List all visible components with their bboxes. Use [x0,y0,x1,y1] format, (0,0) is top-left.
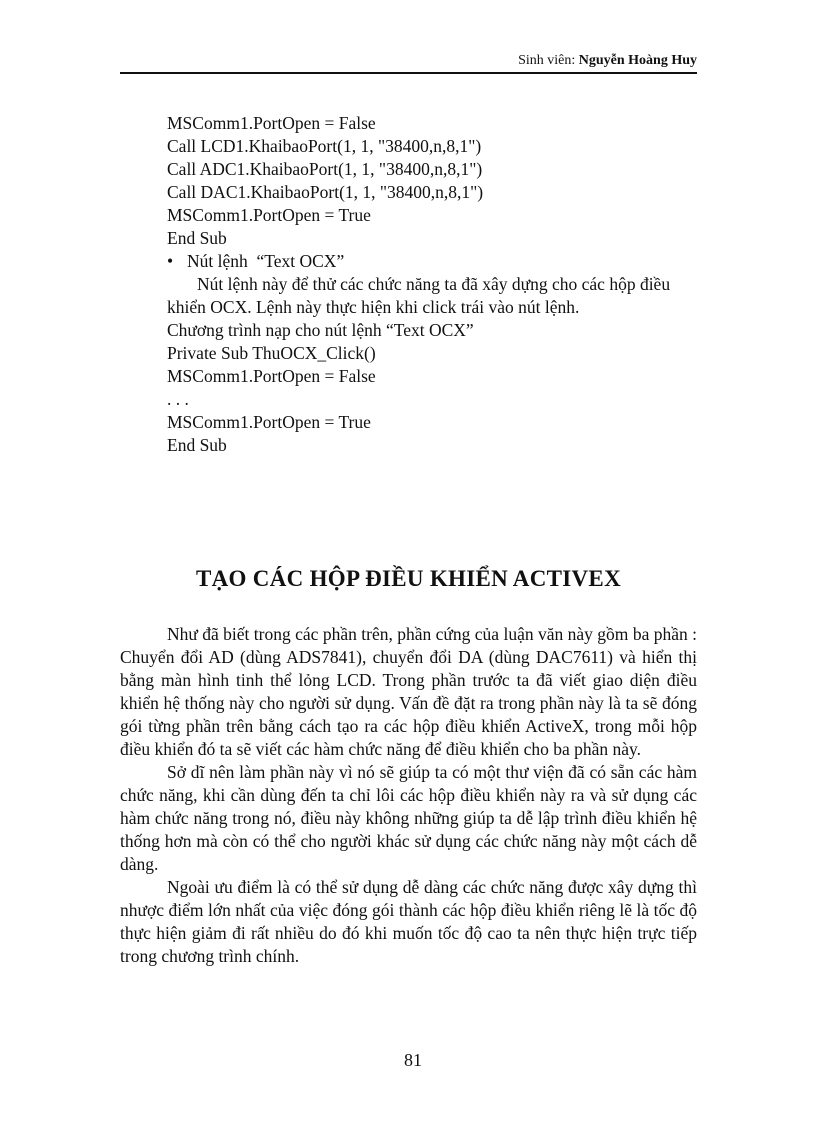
bullet-description: Nút lệnh này để thử các chức năng ta đã xây dựng cho các hộp điều khiển OCX. Lệnh này thực hiện khi click trái vào nút lệnh. [167,274,671,317]
code-line: End Sub [167,228,227,248]
paragraph: Ngoài ưu điểm là có thể sử dụng dễ dàng các chức năng được xây dựng thì nhược điểm lớn nhất của việc đóng gói thành các hộp điều khiển riêng lẽ là tốc độ thực hiện giảm đi rất nhiều do đó khi muốn tốc độ cao ta nên thực hiện trực tiếp trong chương trình chính. [120,877,697,966]
code-line: MSComm1.PortOpen = False [167,113,376,133]
code-line: Call DAC1.KhaibaoPort(1, 1, "38400,n,8,1") [167,182,484,202]
code-line: Private Sub ThuOCX_Click() [167,343,376,363]
code-line: MSComm1.PortOpen = False [167,366,376,386]
page-header [120,52,697,70]
code-line: MSComm1.PortOpen = True [167,205,371,225]
code-line: MSComm1.PortOpen = True [167,412,371,432]
paragraph: Như đã biết trong các phần trên, phần cứng của luận văn này gồm ba phần : Chuyển đổi AD (dùng ADS7841), chuyển đổi DA (dùng DAC7611) và hiển thị bằng màn hình tinh thể lỏng LCD. Trong phần trước ta đã viết giao diện điều khiển hệ thống này cho người sử dụng. Vấn đề đặt ra trong phần này là ta sẽ đóng gói từng phần trên bằng cách tạo ra các hộp điều khiển ActiveX, trong mỗi hộp điều khiển đó ta sẽ viết các hàm chức năng để điều khiển cho ba phần này. [120,624,697,759]
code-line: Chương trình nạp cho nút lệnh “Text OCX” [167,320,474,340]
header-label: Sinh viên: [518,53,576,68]
code-section [167,112,707,457]
code-line: Call ADC1.KhaibaoPort(1, 1, "38400,n,8,1") [167,159,483,179]
code-line: Call LCD1.KhaibaoPort(1, 1, "38400,n,8,1") [167,136,482,156]
header-divider [120,72,697,74]
code-line: . . . [167,389,189,409]
body-text [120,623,697,968]
paragraph: Sở dĩ nên làm phần này vì nó sẽ giúp ta có một thư viện đã có sẵn các hàm chức năng, khi cần dùng đến ta chỉ lôi các hộp điều khiển này ra và sử dụng các hàm chức năng trong nó, điều này không những giúp ta dễ lập trình điều khiển hệ thống hơn mà còn có thể cho người khác sử dụng các chức năng này một cách dễ dàng. [120,762,697,874]
header-author-name: Nguyễn Hoàng Huy [578,53,697,68]
bullet-text: Nút lệnh “Text OCX” [187,251,345,271]
page-number: 81 [404,1050,422,1070]
section-title: TẠO CÁC HỘP ĐIỀU KHIỂN ACTIVEX [196,566,621,591]
bullet-item [167,250,707,273]
bullet-icon: • [167,251,174,271]
code-line: End Sub [167,435,227,455]
